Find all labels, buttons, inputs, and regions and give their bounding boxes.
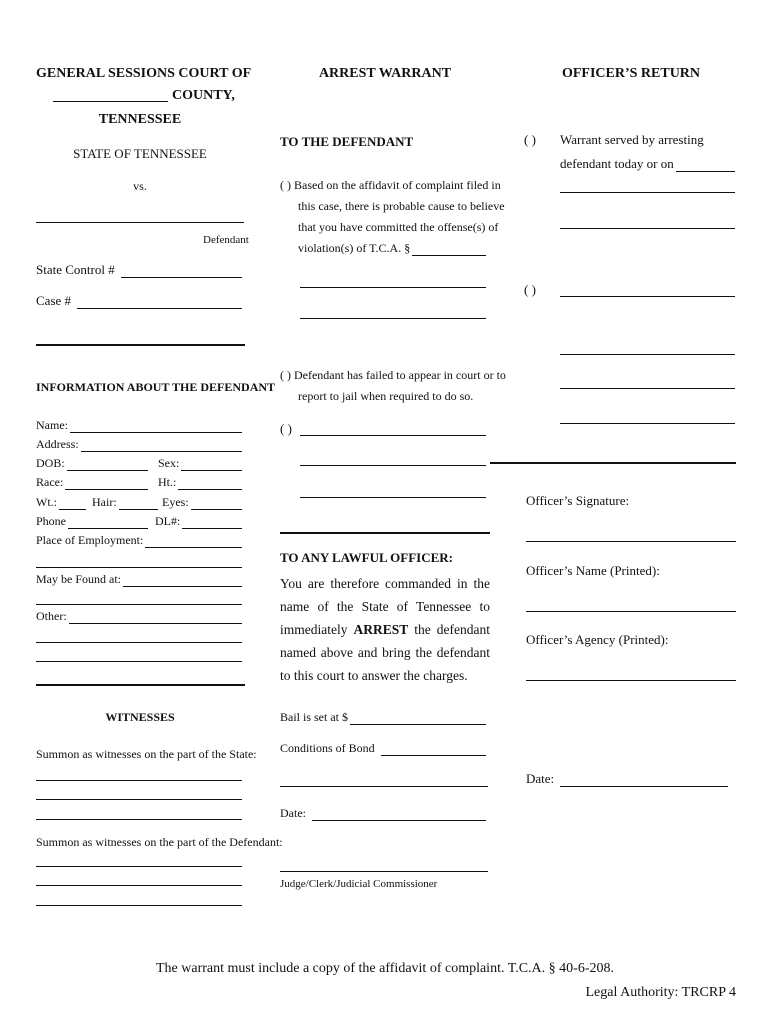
officer-name-label: Officer’s Name (Printed): [526,563,660,578]
phone-field[interactable] [36,513,148,529]
arrest-warrant-title: ARREST WARRANT [318,66,452,81]
case-number-label: Case # [36,293,72,308]
bail-label: Bail is set at $ [280,710,348,724]
officers-return-title: OFFICER’S RETURN [561,66,701,81]
judge-date-field[interactable] [280,805,486,821]
versus-label: vs. [133,179,147,193]
to-defendant-heading: TO THE DEFENDANT [280,134,414,149]
dl-label: DL#: [155,514,181,528]
found-at-field[interactable] [36,571,242,587]
alt-return-line-1[interactable] [560,296,735,297]
weight-label: Wt.: [36,495,57,509]
state-witness-line-3[interactable] [36,819,242,820]
height-label: Ht.: [158,475,177,489]
arrest-word: ARREST [353,622,409,637]
judge-signature-label: Judge/Clerk/Judicial Commissioner [280,878,438,890]
defendant-label: Defendant [203,234,249,246]
found-at-line-2[interactable] [36,604,242,605]
to-officer-heading: TO ANY LAWFUL OFFICER: [280,550,453,565]
command-text-post: the defendant named above and bring the defendant to this court to answer the charges. [280,622,491,683]
failure-appear-line-1: ( ) Defendant has failed to appear in court or to [280,368,506,382]
officer-signature-label: Officer’s Signature: [526,493,630,508]
defendant-line[interactable] [36,222,244,223]
judge-signature-line[interactable] [280,871,488,872]
offense-line-1[interactable] [300,287,486,288]
other-reason-line-1[interactable] [300,435,486,436]
bond-conditions-line-2[interactable] [280,786,488,787]
served-text-line-1: Warrant served by arresting [560,132,704,147]
offense-line-2[interactable] [300,318,486,319]
defendant-witness-line-3[interactable] [36,905,242,906]
command-paragraph [280,572,490,687]
eyes-label: Eyes: [162,495,189,509]
alt-return-checkbox[interactable]: ( ) [524,282,536,297]
witnesses-heading: WITNESSES [105,710,175,724]
address-label: Address: [36,437,79,451]
state-witness-line-2[interactable] [36,799,242,800]
other-line-3[interactable] [36,661,242,662]
name-field[interactable] [36,417,242,433]
address-field[interactable] [36,436,242,452]
state-control-label: State Control # [36,262,115,277]
officer-date-field[interactable] [526,771,728,787]
eyes-field[interactable] [162,494,242,510]
height-field[interactable] [158,474,242,490]
state-control-field[interactable] [36,262,242,278]
judge-date-label: Date: [280,806,306,820]
state-of-tennessee: STATE OF TENNESSEE [73,146,207,161]
hair-field[interactable] [92,494,158,510]
failure-appear-line-2: report to jail when required to do so. [298,389,474,403]
section-divider-2 [36,684,245,686]
employment-label: Place of Employment: [36,533,144,547]
served-date-field[interactable] [560,156,735,172]
court-county-label: COUNTY, [172,88,235,103]
defendant-witness-line-2[interactable] [36,885,242,886]
summon-state-label: Summon as witnesses on the part of the State: [36,747,257,761]
court-state: TENNESSEE [98,112,182,127]
found-at-label: May be Found at: [36,572,121,586]
dl-field[interactable] [155,513,242,529]
alt-return-line-2[interactable] [560,354,735,355]
middle-divider [280,532,490,534]
name-label: Name: [36,418,68,432]
dob-field[interactable] [36,455,148,471]
officer-date-label: Date: [526,771,555,786]
defendant-witness-line-1[interactable] [36,866,242,867]
served-checkbox[interactable]: ( ) [524,132,536,147]
alt-return-line-4[interactable] [560,423,735,424]
race-field[interactable] [36,474,148,490]
employment-line-2[interactable] [36,567,242,568]
state-witness-line-1[interactable] [36,780,242,781]
right-divider [490,462,736,464]
bond-conditions-label: Conditions of Bond [280,741,375,755]
legal-authority: Legal Authority: TRCRP 4 [585,985,736,1000]
bond-conditions-field[interactable] [280,740,486,756]
other-checkbox[interactable]: ( ) [280,421,292,436]
hair-label: Hair: [92,495,117,509]
other-field[interactable] [36,608,242,624]
phone-label: Phone [36,514,66,528]
officer-agency-line[interactable] [526,680,736,681]
officer-signature-line[interactable] [526,541,736,542]
dob-label: DOB: [36,456,65,470]
command-text-pre: You are therefore commanded in the name of the State of Tennessee to immediately [280,576,490,637]
tca-label: violation(s) of T.C.A. § [298,241,411,255]
defendant-info-heading: INFORMATION ABOUT THE DEFENDANT [36,380,276,394]
footer-note: The warrant must include a copy of the affidavit of complaint. T.C.A. § 40-6-208. [156,961,614,976]
officer-agency-label: Officer’s Agency (Printed): [526,632,669,647]
other-reason-line-3[interactable] [300,497,486,498]
officer-name-line[interactable] [526,611,736,612]
section-divider [36,344,245,346]
court-title: GENERAL SESSIONS COURT OF [36,66,252,81]
other-line-2[interactable] [36,642,242,643]
sex-field[interactable] [158,455,242,471]
employment-field[interactable] [36,532,242,548]
sex-label: Sex: [158,456,180,470]
bail-field[interactable] [280,709,486,725]
summon-defendant-label: Summon as witnesses on the part of the Defendant: [36,835,283,849]
tca-field[interactable] [298,240,486,256]
case-number-field[interactable] [36,293,242,309]
weight-field[interactable] [36,494,86,510]
other-reason-line-2[interactable] [300,465,486,466]
served-date-label: defendant today or on [560,156,674,171]
other-label: Other: [36,609,67,623]
probable-cause-line-3: that you have committed the offense(s) of [298,220,499,234]
served-line-3[interactable] [560,228,735,229]
served-line-2[interactable] [560,192,735,193]
county-blank-line[interactable] [53,101,168,102]
probable-cause-line-2: this case, there is probable cause to believe [298,199,505,213]
race-label: Race: [36,475,64,489]
probable-cause-line-1: ( ) Based on the affidavit of complaint filed in [280,178,501,192]
alt-return-line-3[interactable] [560,388,735,389]
